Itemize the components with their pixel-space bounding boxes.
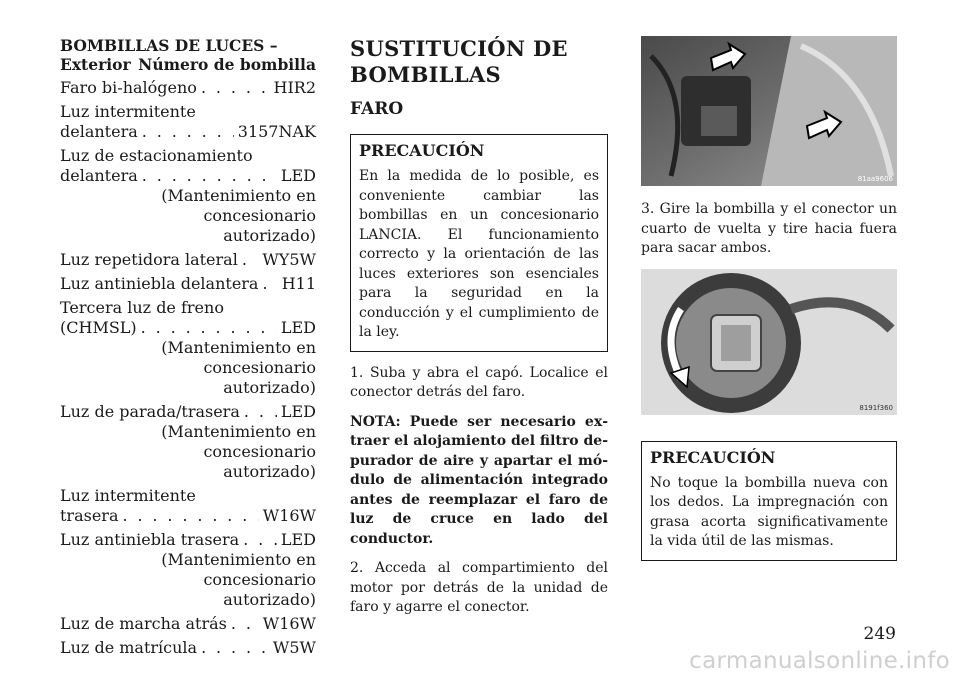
heading-col-exterior: Exterior (60, 55, 131, 74)
warning-body: No toque la bombilla nueva con los dedos. La impregnación con grasa acorta significativamente la vida útil de las mismas. (650, 474, 888, 549)
list-item: Luz de matrícula . . . W5W (60, 638, 316, 658)
bulb-connector-photo (641, 269, 897, 415)
bulb-connector-illustration (641, 269, 897, 415)
warning-box (350, 134, 608, 352)
figure-code: 8191f360 (859, 403, 893, 412)
note-paragraph: NOTA: Puede ser necesario extraer el alojamiento del filtro depurador de aire y apartar el módulo de alimentación integrado antes de reemplazar el faro de luz de cruce en lado del conductor. (350, 413, 608, 547)
list-item: Luz repetidora lateral . . . WY5W (60, 250, 316, 270)
section-subtitle: FARO (350, 99, 404, 119)
list-item: Faro bi-halógeno . . . HIR2 (60, 78, 316, 98)
warning-title: PRECAUCIÓN (650, 447, 776, 467)
warning-body: En la medida de lo posible, es conveniente cambiar las bombillas en un concesionario LANCIA. El funcionamiento correcto y la orientación de las luces exteriores son esenciales para la seguridad en la conducción y el cumplimiento de la ley. (359, 168, 599, 340)
bulb-list (60, 36, 316, 662)
list-item: Luz antiniebla delantera . . . H11 (60, 274, 316, 294)
section-column (350, 36, 608, 628)
section-title: SUSTITUCIÓN DE BOMBILLAS (350, 36, 568, 87)
watermark: carmanualsonline.info (689, 648, 950, 674)
heading-col-bulb-number: Número de bombilla (138, 55, 316, 74)
list-item: Luz intermitente trasera . . . W16W (60, 486, 316, 526)
step-2: 2. Acceda al compartimiento del motor por detrás de la unidad de faro y agarre el conector. (350, 560, 608, 615)
page-number: 249 (863, 624, 896, 644)
bulb-list-heading (60, 36, 316, 74)
engine-bay-photo (641, 36, 897, 186)
figure-column (641, 36, 897, 561)
list-item: Luz intermitente delantera . . . 3157NAK (60, 102, 316, 142)
list-item: Tercera luz de freno (CHMSL) . . . LED (Mantenimiento en concesionario autorizado) (60, 298, 316, 398)
list-item: Luz antiniebla trasera . . . LED (Mantenimiento en concesionario autorizado) (60, 530, 316, 610)
list-item: Luz de marcha atrás . . . W16W (60, 614, 316, 634)
engine-bay-illustration (641, 36, 897, 186)
list-item: Luz de parada/trasera . . . LED (Mantenimiento en concesionario autorizado) (60, 402, 316, 482)
list-item: Luz de estacionamiento delantera . . . LED (Mantenimiento en concesionario autorizado) (60, 146, 316, 246)
warning-title: PRECAUCIÓN (359, 141, 485, 160)
heading-line1: BOMBILLAS DE LUCES – (60, 36, 278, 55)
warning-box (641, 441, 897, 561)
step-3: 3. Gire la bombilla y el conector un cuarto de vuelta y tire hacia fuera para sacar ambos. (641, 201, 897, 256)
figure-code: 81aa9606 (857, 175, 893, 183)
step-1: 1. Suba y abra el capó. Localice el conector detrás del faro. (350, 364, 608, 400)
